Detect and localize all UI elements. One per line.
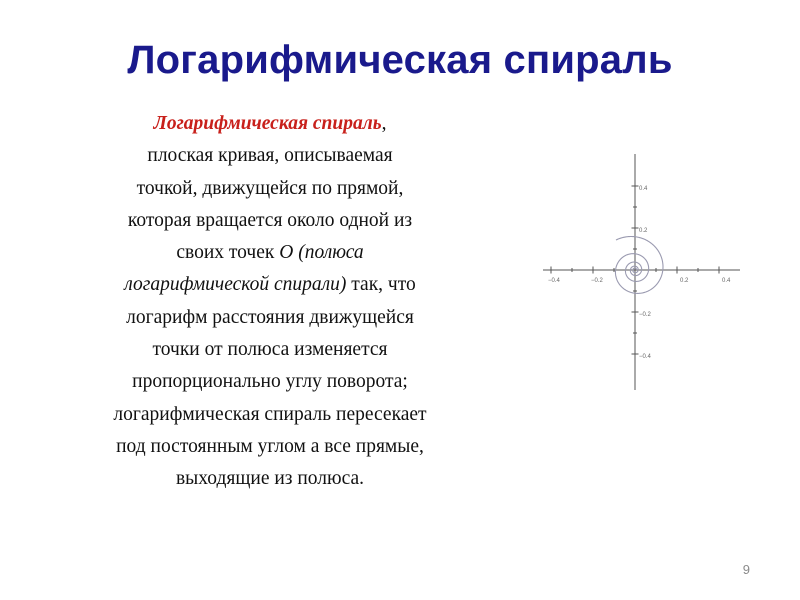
definition-line: логарифмическая спираль пересекает bbox=[113, 403, 427, 425]
definition-line: плоская кривая, описываемая bbox=[147, 145, 393, 167]
term-comma: , bbox=[381, 113, 387, 134]
pole-italic-text: О (полюса bbox=[279, 242, 364, 264]
y-tick-label: −0.4 bbox=[639, 354, 651, 360]
definition-line bbox=[40, 237, 500, 269]
definition-fragment: так, что bbox=[346, 274, 416, 296]
pole-italic-text: логарифмической спирали) bbox=[124, 274, 347, 296]
definition-line: точкой, движущейся по прямой, bbox=[136, 177, 404, 199]
x-tick-label: 0.4 bbox=[722, 278, 731, 284]
definition-line: точки от полюса изменяется bbox=[152, 339, 388, 361]
definition-line bbox=[40, 269, 500, 301]
y-tick-label: 0.4 bbox=[639, 186, 648, 192]
definition-line: пропорционально углу поворота; bbox=[132, 371, 408, 393]
x-tick-label: 0.2 bbox=[680, 278, 689, 284]
definition-line: логарифм расстояния движущейся bbox=[126, 306, 414, 328]
slide-title: Логарифмическая спираль bbox=[127, 38, 673, 82]
definition-line: под постоянным углом а все прямые, bbox=[116, 435, 424, 457]
definition-line: выходящие из полюса. bbox=[175, 468, 365, 490]
x-tick-label: −0.4 bbox=[548, 278, 560, 284]
term-highlight: Логарифмическая спираль bbox=[153, 113, 382, 134]
definition-fragment: своих точек bbox=[176, 242, 280, 264]
definition-line bbox=[40, 108, 500, 140]
x-tick-label: −0.2 bbox=[591, 278, 603, 284]
definition-text bbox=[40, 108, 500, 496]
spiral-figure bbox=[535, 150, 750, 395]
spiral-curve bbox=[615, 237, 663, 294]
y-tick-label: −0.2 bbox=[639, 312, 651, 318]
y-tick-label: 0.2 bbox=[639, 228, 648, 234]
definition-line: которая вращается около одной из bbox=[127, 209, 413, 231]
page-number: 9 bbox=[742, 562, 750, 577]
